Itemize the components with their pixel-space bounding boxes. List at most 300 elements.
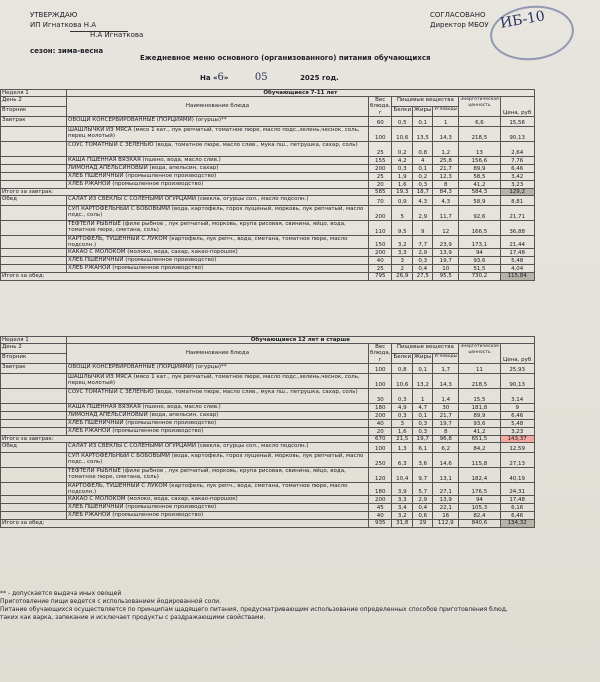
dish-row <box>1 257 535 265</box>
dish-row <box>1 221 535 236</box>
dish-value: 40 <box>369 419 392 427</box>
dish-name: КАРТОФЕЛЬ, ТУШЕННЫЙ С ЛУКОМ (картофель, лук репч., вода, сметана, томатное пюре, масло подсолн.) <box>67 483 369 496</box>
dish-value: 24,31 <box>500 483 534 496</box>
weekday-cell: Вторник <box>1 354 67 364</box>
dish-name: КАКАО С МОЛОКОМ (молоко, вода, сахар, какао-порошок) <box>67 249 369 257</box>
dish-value: 93,6 <box>459 419 500 427</box>
dish-name: ОВОЩИ КОНСЕРВИРОВАННЫЕ (ПОРЦИЯМИ) (огурцы)** <box>67 363 369 373</box>
header-energy: Энергетическая ценность <box>459 344 500 364</box>
menu-table-7-11 <box>0 89 535 281</box>
dish-value: 3,23 <box>500 180 534 188</box>
dish-value: 94 <box>459 496 500 504</box>
dish-name: ХЛЕБ РЖАНОЙ (промышленное производство) <box>67 265 369 273</box>
dish-value: 13,5 <box>413 126 433 141</box>
dish-value: 92,6 <box>459 206 500 221</box>
day-cell: День 2 <box>1 97 67 107</box>
dish-row <box>1 116 535 126</box>
dish-value: 21,7 <box>433 164 459 172</box>
total-value: 26,9 <box>392 273 413 280</box>
agreement-block <box>430 10 489 30</box>
dish-value: 200 <box>369 496 392 504</box>
dish-value: 105,3 <box>459 504 500 512</box>
dish-row <box>1 249 535 257</box>
dish-value: 100 <box>369 126 392 141</box>
dish-name: СОУС ТОМАТНЫЙ С ЗЕЛЕНЬЮ (вода, томатное пюре, масло слив., мука пш., петрушка, сахар, соль) <box>67 141 369 156</box>
dish-name: СУП КАРТОФЕЛЬНЫЙ С БОБОВЫМИ (вода, картофель, горох лущеный, морковь, лук репчатый, масло подс., соль) <box>67 206 369 221</box>
meal-label-empty <box>1 496 67 504</box>
meal-label: Обед <box>1 443 67 453</box>
approval-block <box>30 10 143 56</box>
meal-label-empty <box>1 411 67 419</box>
dish-value: 15,56 <box>500 116 534 126</box>
dish-value: 4 <box>413 156 433 164</box>
dish-value: 2,9 <box>413 496 433 504</box>
dish-value: 8,81 <box>500 196 534 206</box>
dish-value: 90,13 <box>500 126 534 141</box>
dish-value: 2,64 <box>500 141 534 156</box>
dish-value: 1,9 <box>392 172 413 180</box>
dish-name: ХЛЕБ РЖАНОЙ (промышленное производство) <box>67 512 369 520</box>
dish-value: 11,7 <box>433 206 459 221</box>
dish-value: 58,5 <box>459 172 500 180</box>
meal-label-empty <box>1 468 67 483</box>
total-value: 795 <box>369 273 392 280</box>
dish-value: 2,9 <box>413 206 433 221</box>
dish-value: 6,2 <box>433 443 459 453</box>
header-protein: Белки <box>392 354 413 364</box>
footnote-line: Приготовление пищи ведется с использованием йодированной соли. <box>0 598 221 605</box>
dish-value: 6,46 <box>500 164 534 172</box>
dish-value: 94 <box>459 249 500 257</box>
dish-name: КАКАО С МОЛОКОМ (молоко, вода, сахар, какао-порошок) <box>67 496 369 504</box>
dish-name: ОВОЩИ КОНСЕРВИРОВАННЫЕ (ПОРЦИЯМИ) (огурцы)** <box>67 116 369 126</box>
week-cell: Неделя 1 <box>1 337 67 344</box>
dish-value: 0,4 <box>413 504 433 512</box>
total-value: 585 <box>369 188 392 195</box>
dish-value: 1,2 <box>433 141 459 156</box>
dish-value: 200 <box>369 206 392 221</box>
dish-value: 2,9 <box>413 249 433 257</box>
dish-row <box>1 468 535 483</box>
total-value: 670 <box>369 435 392 442</box>
dish-row <box>1 180 535 188</box>
dish-value: 21,7 <box>433 411 459 419</box>
dish-value: 89,9 <box>459 411 500 419</box>
dish-name: САЛАТ ИЗ СВЁКЛЫ С СОЛЕНЫМИ ОГУРЦАМИ (свекла, огурцы сол., масло подсолн.) <box>67 443 369 453</box>
dish-value: 0,6 <box>413 512 433 520</box>
day-cell: День 2 <box>1 344 67 354</box>
footnotes <box>0 590 508 622</box>
total-value: 84,3 <box>433 188 459 195</box>
meal-label-empty <box>1 141 67 156</box>
dish-value: 40 <box>369 257 392 265</box>
dish-name: ШАШЛЫЧКИ ИЗ МЯСА (мясо 1 кат., лук репчатый, томатное пюре, масло подс.,зелень,чеснок, соль, перец молотый) <box>67 126 369 141</box>
dish-value: 3,2 <box>392 512 413 520</box>
dish-value: 41,2 <box>459 180 500 188</box>
dish-value: 6,3 <box>392 453 413 468</box>
dish-value: 0,8 <box>392 363 413 373</box>
dish-value: 8 <box>433 180 459 188</box>
dish-value: 4,7 <box>413 403 433 411</box>
dish-value: 9,7 <box>413 468 433 483</box>
date-mid: » <box>223 74 229 82</box>
dish-value: 3 <box>392 419 413 427</box>
dish-value: 58,9 <box>459 196 500 206</box>
approval-title: УТВЕРЖДАЮ <box>30 11 78 19</box>
meal-label-empty <box>1 388 67 403</box>
dish-row <box>1 483 535 496</box>
dish-value: 4,3 <box>433 196 459 206</box>
dish-value: 3,23 <box>500 427 534 435</box>
weekday-cell: Вторник <box>1 107 67 117</box>
dish-value: 6,6 <box>459 116 500 126</box>
document-title: Ежедневное меню основного (организованного) питания обучающихся <box>140 54 431 62</box>
dish-value: 181,8 <box>459 403 500 411</box>
dish-row <box>1 388 535 403</box>
dish-value: 82,4 <box>459 512 500 520</box>
header-carbs: Углеводы <box>433 354 459 364</box>
dish-row <box>1 265 535 273</box>
dish-value: 110 <box>369 221 392 236</box>
dish-value: 155 <box>369 156 392 164</box>
dish-value: 17,48 <box>500 249 534 257</box>
dish-row <box>1 504 535 512</box>
dish-value: 0,3 <box>392 164 413 172</box>
header-energy: Энергетическая ценность <box>459 97 500 117</box>
dish-row <box>1 196 535 206</box>
total-label: Итого за обед: <box>1 520 369 527</box>
dish-row <box>1 172 535 180</box>
dish-value: 1,6 <box>392 427 413 435</box>
dish-value: 6,46 <box>500 512 534 520</box>
dish-value: 14,6 <box>433 453 459 468</box>
dish-value: 30 <box>433 403 459 411</box>
total-value: 651,5 <box>459 435 500 442</box>
dish-value: 200 <box>369 249 392 257</box>
dish-value: 0,8 <box>413 141 433 156</box>
total-value: 27,5 <box>413 273 433 280</box>
dish-name: ХЛЕБ ПШЕНИЧНЫЙ (промышленное производство) <box>67 257 369 265</box>
total-value: 21,5 <box>392 435 413 442</box>
signature-line-left <box>70 31 128 32</box>
dish-name: ХЛЕБ РЖАНОЙ (промышленное производство) <box>67 427 369 435</box>
total-label: Итого за завтрак: <box>1 188 369 195</box>
dish-value: 150 <box>369 236 392 249</box>
dish-value: 27,13 <box>500 453 534 468</box>
dish-value: 180 <box>369 403 392 411</box>
table-row <box>1 90 535 97</box>
week-cell: Неделя 1 <box>1 90 67 97</box>
dish-value: 10,6 <box>392 373 413 388</box>
meal-label: Завтрак <box>1 363 67 373</box>
dish-value: 176,5 <box>459 483 500 496</box>
table-row <box>1 337 535 344</box>
meal-label-empty <box>1 419 67 427</box>
dish-value: 30 <box>369 388 392 403</box>
dish-value: 19,7 <box>433 419 459 427</box>
total-value: 18,7 <box>413 188 433 195</box>
dish-value: 100 <box>369 373 392 388</box>
dish-value: 0,5 <box>392 116 413 126</box>
dish-row <box>1 363 535 373</box>
signature-scrawl: ИБ-10 <box>498 8 547 32</box>
dish-value: 17,48 <box>500 496 534 504</box>
dish-name: ТЕФТЕЛИ РЫБНЫЕ (филе рыбное , лук репчатый, морковь, крупа рисовая, свинина, яйцо, вода, томатное пюре, сметана, соль) <box>67 468 369 483</box>
dish-row <box>1 373 535 388</box>
meal-label-empty <box>1 156 67 164</box>
dish-name: ХЛЕБ ПШЕНИЧНЫЙ (промышленное производство) <box>67 419 369 427</box>
meal-label-empty <box>1 483 67 496</box>
dish-row <box>1 427 535 435</box>
dish-value: 0,2 <box>392 141 413 156</box>
dish-value: 156,6 <box>459 156 500 164</box>
footnote-line: ** - допускается выдача иных овощей <box>0 590 122 597</box>
dish-row <box>1 443 535 453</box>
dish-value: 13,9 <box>433 249 459 257</box>
total-value: 840,6 <box>459 520 500 527</box>
header-name: Наименование блюда <box>67 344 369 364</box>
meal-label-empty <box>1 403 67 411</box>
footnote-line: таких как варка, запекание и исключает продукты с раздражающими свойствами. <box>0 614 266 621</box>
dish-value: 13 <box>459 141 500 156</box>
approval-signer: ИП Игнаткова Н.А <box>30 21 97 29</box>
agreement-role: Директор МБОУ <box>430 21 489 29</box>
dish-value: 0,1 <box>413 411 433 419</box>
dish-value: 0,3 <box>413 427 433 435</box>
dish-value: 16 <box>433 512 459 520</box>
table-row <box>1 97 535 107</box>
dish-value: 3,4 <box>392 504 413 512</box>
dish-value: 25 <box>369 172 392 180</box>
dish-name: ХЛЕБ РЖАНОЙ (промышленное производство) <box>67 180 369 188</box>
dish-value: 23,9 <box>433 236 459 249</box>
meal-label-empty <box>1 221 67 236</box>
dish-row <box>1 156 535 164</box>
season-label: сезон: зима-весна <box>30 47 104 55</box>
dish-value: 7,76 <box>500 156 534 164</box>
total-value: 584,3 <box>459 188 500 195</box>
dish-value: 100 <box>369 363 392 373</box>
meal-label-empty <box>1 249 67 257</box>
header-price: Цена, руб <box>500 344 534 364</box>
meal-label-empty <box>1 453 67 468</box>
total-row <box>1 273 535 280</box>
dish-row <box>1 419 535 427</box>
dish-value: 14,3 <box>433 373 459 388</box>
dish-value: 0,1 <box>413 116 433 126</box>
dish-name: КАША ПШЕННАЯ ВЯЗКАЯ (пшено, вода, масло слив.) <box>67 156 369 164</box>
date-prefix: На « <box>200 74 218 82</box>
date-month: 05 <box>254 72 268 83</box>
total-row <box>1 435 535 442</box>
total-value: 935 <box>369 520 392 527</box>
total-value: 730,2 <box>459 273 500 280</box>
dish-value: 6,1 <box>413 443 433 453</box>
total-value: 95,5 <box>433 273 459 280</box>
dish-value: 115,8 <box>459 453 500 468</box>
dish-name: СОУС ТОМАТНЫЙ С ЗЕЛЕНЬЮ (вода, томатное пюре, масло слив., мука пш., петрушка, сахар, соль) <box>67 388 369 403</box>
meal-label-empty <box>1 427 67 435</box>
dish-value: 3,42 <box>500 172 534 180</box>
meal-label-empty <box>1 373 67 388</box>
header-weight: Вес блюда, г <box>370 344 391 363</box>
total-row <box>1 520 535 527</box>
total-value: 96,8 <box>433 435 459 442</box>
dish-value: 9 <box>413 221 433 236</box>
group-banner: Обучающиеся 12 лет и старше <box>67 337 535 344</box>
dish-value: 100 <box>369 443 392 453</box>
meal-label-empty <box>1 512 67 520</box>
dish-value: 0,3 <box>392 388 413 403</box>
dish-value: 10,4 <box>392 468 413 483</box>
dish-name: ХЛЕБ ПШЕНИЧНЫЙ (промышленное производство) <box>67 172 369 180</box>
dish-row <box>1 164 535 172</box>
dish-value: 12,59 <box>500 443 534 453</box>
dish-value: 11 <box>459 363 500 373</box>
dish-value: 1 <box>413 388 433 403</box>
total-label: Итого за завтрак: <box>1 435 369 442</box>
meal-label-empty <box>1 164 67 172</box>
dish-value: 27,1 <box>433 483 459 496</box>
dish-value: 0,1 <box>413 164 433 172</box>
dish-value: 12 <box>433 221 459 236</box>
dish-value: 20 <box>369 180 392 188</box>
total-value: 129,2 <box>500 188 534 195</box>
dish-name: КАРТОФЕЛЬ, ТУШЕННЫЙ С ЛУКОМ (картофель, лук репч., вода, сметана, томатное пюре, масло подсолн.) <box>67 236 369 249</box>
dish-value: 6,16 <box>500 504 534 512</box>
meal-label: Завтрак <box>1 116 67 126</box>
dish-value: 9 <box>500 403 534 411</box>
header-fat: Жиры <box>413 107 433 117</box>
dish-value: 15,5 <box>459 388 500 403</box>
dish-value: 20 <box>369 427 392 435</box>
dish-value: 2 <box>392 265 413 273</box>
dish-value: 51,5 <box>459 265 500 273</box>
menu-table-12-plus <box>0 336 535 528</box>
meal-label-empty <box>1 265 67 273</box>
agreement-title: СОГЛАСОВАНО <box>430 11 486 19</box>
total-value: 31,8 <box>392 520 413 527</box>
dish-value: 3,3 <box>392 496 413 504</box>
dish-value: 5 <box>392 206 413 221</box>
dish-value: 10 <box>433 265 459 273</box>
meal-label-empty <box>1 180 67 188</box>
dish-value: 200 <box>369 411 392 419</box>
dish-value: 180 <box>369 483 392 496</box>
dish-value: 45 <box>369 504 392 512</box>
total-value: 29 <box>413 520 433 527</box>
dish-value: 13,9 <box>433 496 459 504</box>
dish-value: 1,7 <box>433 363 459 373</box>
dish-name: СУП КАРТОФЕЛЬНЫЙ С БОБОВЫМИ (вода, картофель, горох лущеный, морковь, лук репчатый, масло подс., соль) <box>67 453 369 468</box>
header-protein: Белки <box>392 107 413 117</box>
dish-value: 1,4 <box>433 388 459 403</box>
dish-value: 3,3 <box>392 249 413 257</box>
dish-value: 25 <box>369 265 392 273</box>
meal-label-empty <box>1 236 67 249</box>
total-value: 19,3 <box>392 188 413 195</box>
dish-value: 4,3 <box>413 196 433 206</box>
dish-row <box>1 453 535 468</box>
footnote-line: Питание обучающихся осуществляется по принципам щадящего питания, предусматривающим использование определенных способов приготовления блюд, <box>0 606 508 613</box>
dish-value: 218,5 <box>459 373 500 388</box>
dish-value: 9,5 <box>392 221 413 236</box>
dish-name: КАША ПШЕННАЯ ВЯЗКАЯ (пшено, вода, масло слив.) <box>67 403 369 411</box>
dish-value: 0,3 <box>413 419 433 427</box>
dish-row <box>1 411 535 419</box>
dish-row <box>1 126 535 141</box>
dish-value: 25,93 <box>500 363 534 373</box>
header-name: Наименование блюда <box>67 97 369 117</box>
dish-value: 36,88 <box>500 221 534 236</box>
dish-value: 12,3 <box>433 172 459 180</box>
dish-value: 3,9 <box>392 483 413 496</box>
dish-value: 250 <box>369 453 392 468</box>
total-value: 143,37 <box>500 435 534 442</box>
dish-value: 4,9 <box>392 403 413 411</box>
dish-value: 4,2 <box>392 156 413 164</box>
dish-value: 41,2 <box>459 427 500 435</box>
dish-value: 0,9 <box>392 196 413 206</box>
header-price: Цена, руб <box>500 97 534 117</box>
dish-name: ЛИМОНАД АПЕЛЬСИНОВЫЙ (вода, апельсин, сахар) <box>67 411 369 419</box>
dish-value: 14,3 <box>433 126 459 141</box>
dish-row <box>1 496 535 504</box>
dish-value: 84,2 <box>459 443 500 453</box>
dish-value: 21,71 <box>500 206 534 221</box>
dish-value: 3,2 <box>392 236 413 249</box>
dish-value: 166,5 <box>459 221 500 236</box>
dish-value: 1 <box>433 116 459 126</box>
dish-value: 90,13 <box>500 373 534 388</box>
meal-label-empty <box>1 504 67 512</box>
dish-value: 3,6 <box>413 453 433 468</box>
total-value: 115,84 <box>500 273 534 280</box>
dish-value: 5,48 <box>500 257 534 265</box>
dish-value: 21,44 <box>500 236 534 249</box>
dish-value: 0,2 <box>413 172 433 180</box>
header-nutrients: Пищевые вещества <box>392 97 459 107</box>
dish-value: 19,7 <box>433 257 459 265</box>
dish-value: 120 <box>369 468 392 483</box>
header-nutrients: Пищевые вещества <box>392 344 459 354</box>
meal-label-empty <box>1 172 67 180</box>
date-day: 6 <box>217 72 224 83</box>
total-label: Итого за обед: <box>1 273 369 280</box>
dish-value: 93,6 <box>459 257 500 265</box>
dish-value: 5,48 <box>500 419 534 427</box>
dish-value: 0,3 <box>392 411 413 419</box>
table-row <box>1 344 535 354</box>
dish-value: 89,9 <box>459 164 500 172</box>
dish-value: 218,5 <box>459 126 500 141</box>
dish-value: 3,14 <box>500 388 534 403</box>
dish-name: ХЛЕБ ПШЕНИЧНЫЙ (промышленное производство) <box>67 504 369 512</box>
dish-value: 4,04 <box>500 265 534 273</box>
dish-name: ТЕФТЕЛИ РЫБНЫЕ (филе рыбное , лук репчатый, морковь, крупа рисовая, свинина, яйцо, вода, томатное пюре, сметана, соль) <box>67 221 369 236</box>
dish-value: 13,1 <box>433 468 459 483</box>
dish-name: ЛИМОНАД АПЕЛЬСИНОВЫЙ (вода, апельсин, сахар) <box>67 164 369 172</box>
dish-row <box>1 236 535 249</box>
dish-value: 10,6 <box>392 126 413 141</box>
header-weight: Вес блюда, г <box>370 97 391 116</box>
approval-signer-name: Н.А Игнаткова <box>90 31 144 39</box>
header-carbs: Углеводы <box>433 107 459 117</box>
dish-value: 5,7 <box>413 483 433 496</box>
dish-value: 1,3 <box>392 443 413 453</box>
header-fat: Жиры <box>413 354 433 364</box>
total-value: 112,9 <box>433 520 459 527</box>
